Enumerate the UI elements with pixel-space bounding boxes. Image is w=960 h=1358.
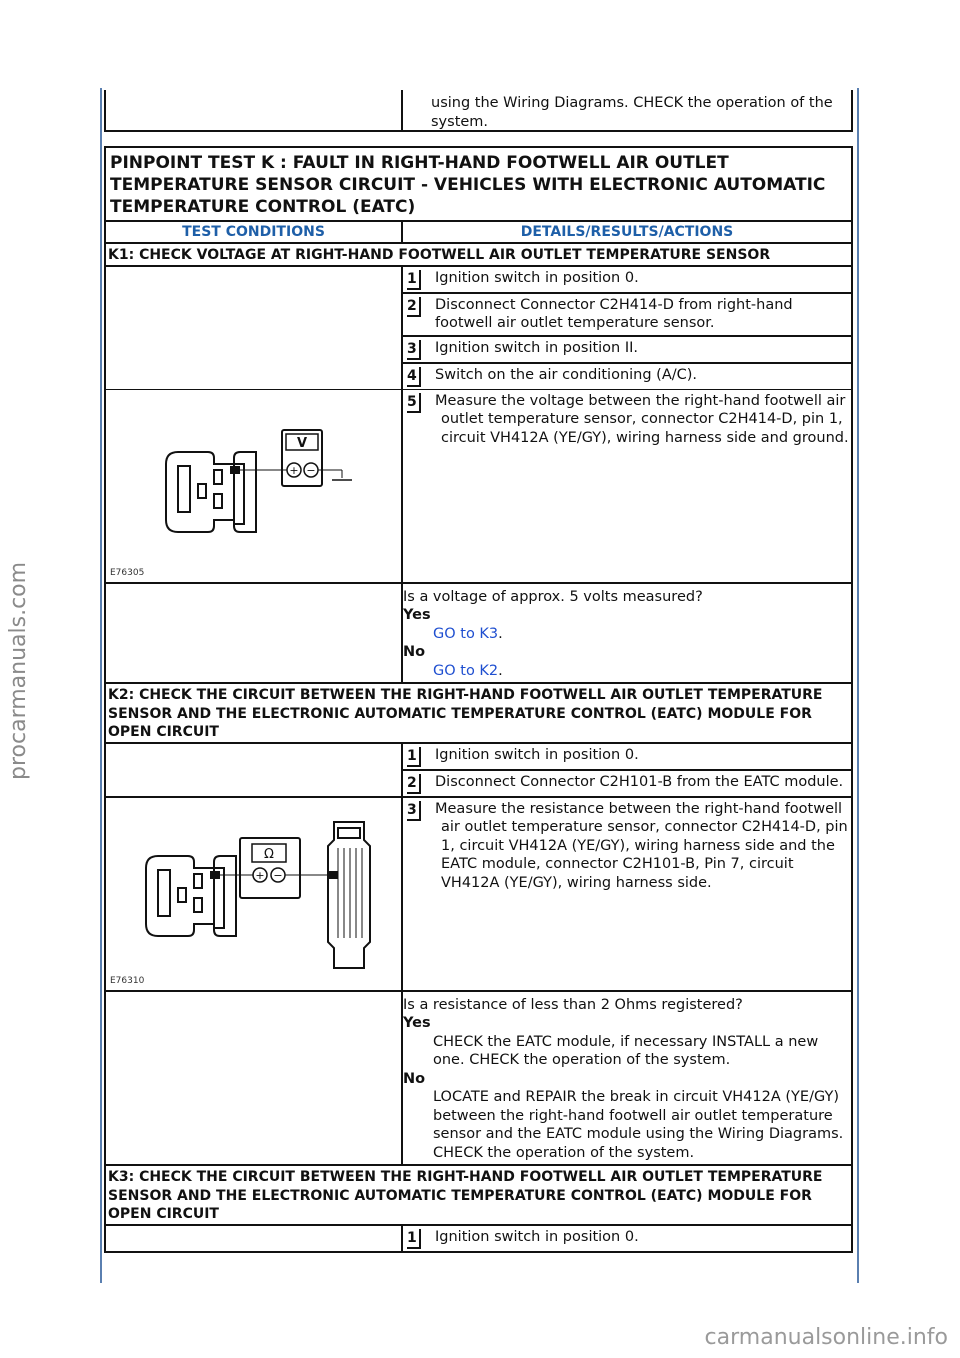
meter-symbol: V (296, 435, 308, 451)
meter-symbol: Ω (264, 846, 274, 862)
fragment-text: using the Wiring Diagrams. CHECK the operation of the system. (431, 95, 833, 130)
k1-step-1: 1 Ignition switch in position 0. (403, 267, 851, 294)
go-to-k3-link[interactable]: GO to K3 (433, 625, 499, 642)
previous-step-fragment (104, 90, 853, 132)
step-number: 5 (407, 393, 421, 413)
step-number: 1 (407, 270, 421, 290)
k1-figure (106, 390, 403, 582)
k2-figure (106, 798, 403, 990)
svg-text:−: − (273, 868, 283, 882)
k3-steps (106, 1226, 851, 1251)
k2-title: K2: CHECK THE CIRCUIT BETWEEN THE RIGHT-HAND FOOTWELL AIR OUTLET TEMPERATURE SENSOR AND THE ELECTRONIC AUTOMATIC TEMPERATURE CONTROL (EATC) MODULE FOR OPEN CIRCUIT (106, 684, 851, 744)
k1-title: K1: CHECK VOLTAGE AT RIGHT-HAND FOOTWELL AIR OUTLET TEMPERATURE SENSOR (106, 244, 851, 267)
k1-step-3: 3 Ignition switch in position II. (403, 337, 851, 364)
step-number: 1 (407, 747, 421, 767)
voltage-measurement-diagram (106, 390, 401, 580)
k1-result-row: Is a voltage of approx. 5 volts measured? Yes GO to K3. No GO to K2. (106, 584, 851, 685)
step-number: 3 (407, 801, 421, 821)
k1-question: Is a voltage of approx. 5 volts measured? (403, 588, 703, 605)
k2-step-2: 2 Disconnect Connector C2H101-B from the EATC module. (403, 771, 851, 796)
pinpoint-test-table (104, 146, 853, 1253)
k1-step-4: 4 Switch on the air conditioning (A/C). (403, 364, 851, 389)
col-details: DETAILS/RESULTS/ACTIONS (520, 224, 734, 240)
k2-step-3-row (106, 798, 851, 992)
k3-title: K3: CHECK THE CIRCUIT BETWEEN THE RIGHT-HAND FOOTWELL AIR OUTLET TEMPERATURE SENSOR AND THE ELECTRONIC AUTOMATIC TEMPERATURE CONTROL (EATC) MODULE FOR OPEN CIRCUIT (106, 1166, 851, 1226)
resistance-measurement-diagram (106, 798, 401, 988)
col-test-conditions: TEST CONDITIONS (106, 222, 403, 242)
k1-step-2: 2 Disconnect Connector C2H414-D from right-hand footwell air outlet temperature sensor. (403, 294, 851, 337)
figure-code: E76310 (110, 975, 145, 986)
step-number: 4 (407, 367, 421, 387)
k2-step-1: 1 Ignition switch in position 0. (403, 744, 851, 771)
k2-steps-1-2 (106, 744, 851, 798)
k1-step-5: 5 Measure the voltage between the right-hand footwell air outlet temperature sensor, connector C2H414-D, pin 1, circuit VH412A (YE/GY), wiring harness side and ground. (407, 392, 849, 446)
go-to-k2-link[interactable]: GO to K2 (433, 662, 499, 679)
k2-yes-action: CHECK the EATC module, if necessary INSTALL a new one. CHECK the operation of the system. (433, 1033, 819, 1068)
right-rule (857, 88, 859, 1283)
side-watermark: procarmanuals.com (6, 561, 31, 780)
test-title: PINPOINT TEST K : FAULT IN RIGHT-HAND FOOTWELL AIR OUTLET TEMPERATURE SENSOR CIRCUIT - VEHICLES WITH ELECTRONIC AUTOMATIC TEMPERATURE CONTROL (EATC) (106, 148, 851, 222)
step-number: 1 (407, 1229, 421, 1249)
k1-steps-1-4 (106, 267, 851, 390)
k2-no-action: LOCATE and REPAIR the break in circuit VH412A (YE/GY) between the right-hand footwell air outlet temperature sensor and the EATC module using the Wiring Diagrams. CHECK the operation of the system. (433, 1089, 844, 1161)
no-label: No (403, 644, 426, 660)
k2-question: Is a resistance of less than 2 Ohms registered? (403, 996, 743, 1013)
step-number: 2 (407, 297, 421, 317)
step-number: 2 (407, 774, 421, 794)
k1-step-5-row (106, 390, 851, 584)
svg-text:+: + (255, 868, 265, 882)
yes-label: Yes (403, 1015, 431, 1031)
k2-result-row (106, 992, 851, 1167)
svg-text:−: − (306, 463, 316, 477)
bottom-watermark: carmanualsonline.info (704, 1325, 948, 1350)
no-label: No (403, 1070, 426, 1087)
step-number: 3 (407, 340, 421, 360)
k2-step-3: 3 Measure the resistance between the right-hand footwell air outlet temperature sensor, connector C2H414-D, pin 1, circuit VH412A (YE/GY), wiring harness side and the EATC module, connector C2H101-B, Pin 7, circuit VH412A (YE/GY), wiring harness side. (407, 800, 848, 891)
figure-code: E76305 (110, 567, 145, 578)
svg-text:+: + (289, 463, 299, 477)
left-rule (100, 88, 102, 1283)
k3-step-1: 1 Ignition switch in position 0. (403, 1226, 851, 1251)
yes-label: Yes (403, 607, 431, 623)
column-headers (106, 222, 851, 244)
